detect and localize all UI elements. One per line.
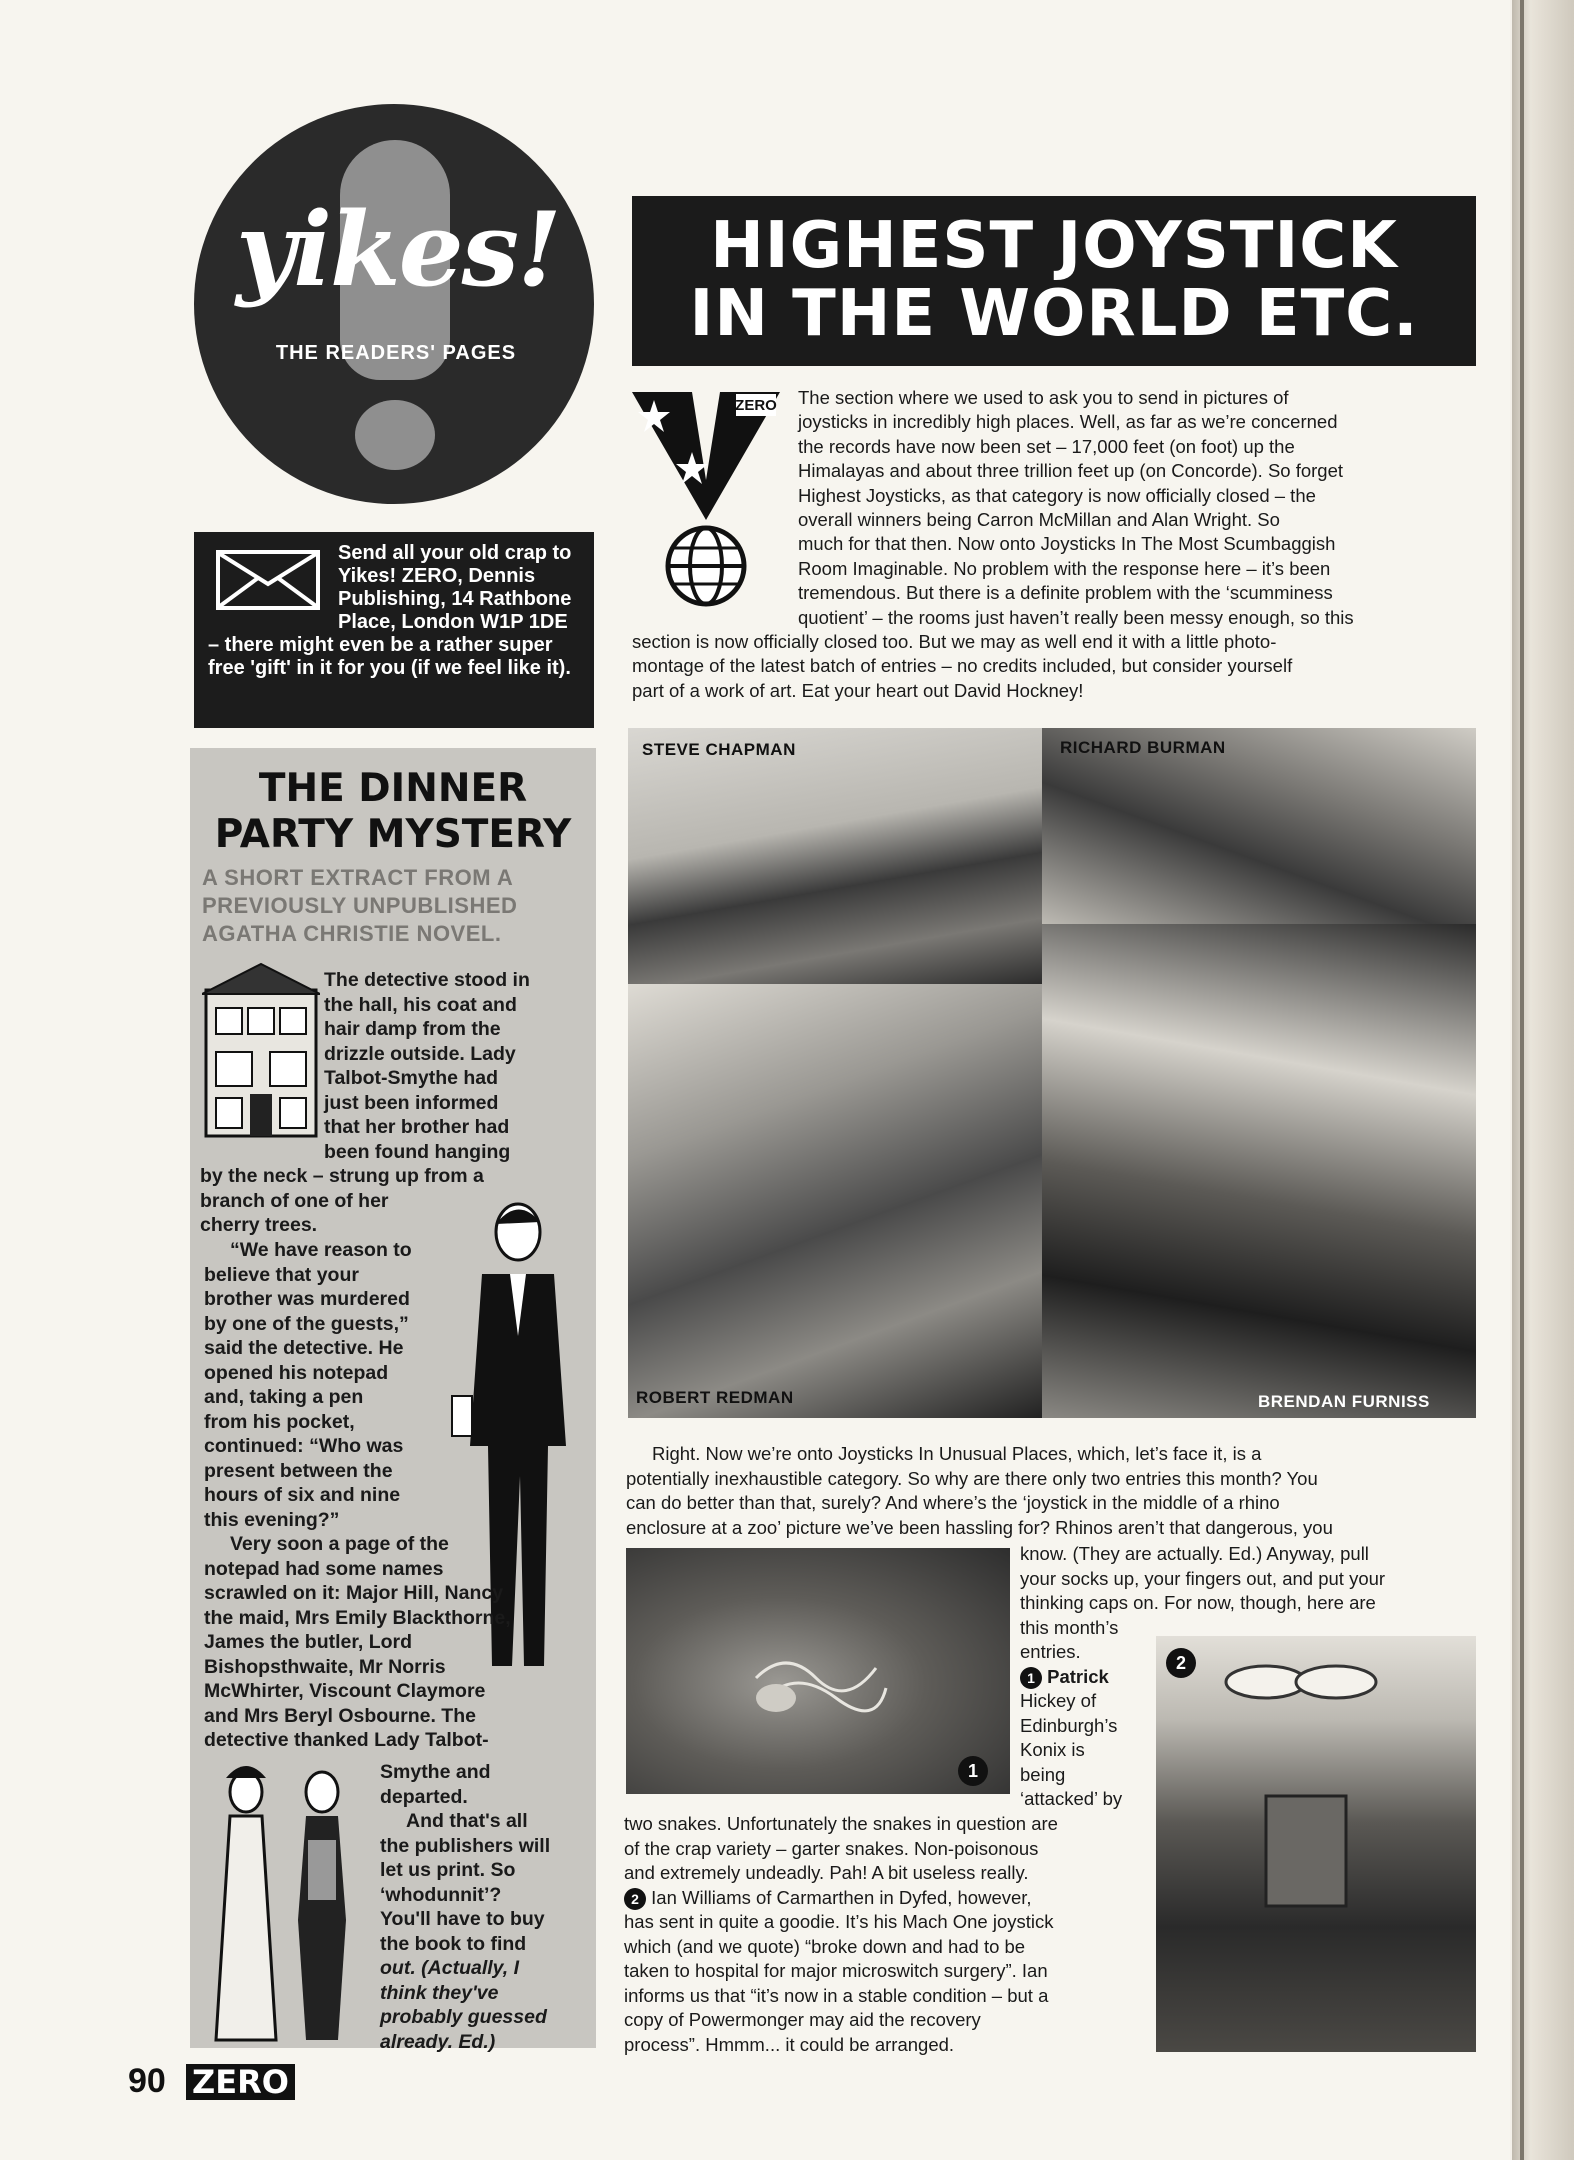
para2-line: and, taking a pen	[204, 1386, 364, 1408]
para4-line: think they've	[380, 1981, 499, 2004]
para1-rest-line: by the neck – strung up from a	[200, 1165, 484, 1187]
para1-line: just been informed	[324, 1091, 499, 1114]
medal-label: ZERO	[735, 397, 777, 414]
para4-line: the book to find	[380, 1932, 527, 1955]
unusual-bottom-line: of the crap variety – garter snakes. Non-poisonous	[624, 1837, 1039, 1859]
unusual-narrow-line: Konix is	[1020, 1739, 1085, 1760]
unusual-mid-line: know. (They are actually. Ed.) Anyway, pull	[1020, 1543, 1369, 1564]
para4-line: let us print. So	[380, 1859, 516, 1881]
zero-brand-logo: ZERO	[186, 2064, 295, 2100]
para2-line: present between the	[204, 1459, 393, 1482]
house-illustration	[202, 960, 320, 1140]
dinner-title-line1: THE DINNER	[258, 766, 528, 811]
envelope-icon	[216, 550, 320, 610]
photo-label-robert: ROBERT REDMAN	[636, 1388, 794, 1407]
unusual-narrow-line: being	[1020, 1763, 1066, 1785]
unusual-mid	[1020, 1542, 1478, 1640]
para2-line: believe that your	[204, 1263, 359, 1286]
intro-line: part of a work of art. Eat your heart out David Hockney!	[632, 679, 1084, 701]
intro-line: Highest Joysticks, as that category is now officially closed – the	[798, 484, 1316, 506]
para1-rest-line: branch of one of her	[200, 1189, 389, 1212]
para1-line: the hall, his coat and	[324, 993, 517, 1016]
surgery-lamps	[1156, 1636, 1476, 2052]
dinner-party-panel	[190, 748, 596, 2053]
unusual-bottom-line: has sent in quite a goodie. It’s his Mach One joystick	[624, 1911, 1054, 1932]
unusual-line: Right. Now we’re onto Joysticks In Unusual Places, which, let’s face it, is a	[652, 1443, 1262, 1464]
para3-line: James the butler, Lord	[204, 1631, 413, 1653]
para4-line: And that's all	[406, 1810, 528, 1832]
photo-badge-2: 2	[1166, 1648, 1196, 1678]
dinner-title-line2: PARTY MYSTERY	[214, 812, 572, 857]
exclamation-dot-icon	[355, 400, 435, 470]
para3-line: Very soon a page of the	[230, 1533, 449, 1555]
logo-subtitle: THE READERS' PAGES	[275, 342, 517, 364]
para2-line: said the detective. He	[204, 1337, 404, 1359]
unusual-narrow-line: ‘attacked’ by	[1020, 1788, 1123, 1809]
para3-line: Bishopsthwaite, Mr Norris	[204, 1655, 446, 1678]
para3-line: the maid, Mrs Emily Blackthorne,	[204, 1606, 511, 1629]
dinner-subtitle	[202, 864, 592, 948]
para2-line: by one of the guests,”	[204, 1312, 409, 1335]
dinner-title	[190, 766, 596, 858]
intro-line: tremendous. But there is a definite problem with the ‘scumminess	[798, 582, 1333, 604]
para4-line: You'll have to buy	[380, 1908, 545, 1930]
para4-line: ‘whodunnit’?	[380, 1883, 502, 1906]
unusual-bottom-line: taken to hospital for major microswitch surgery”. Ian	[624, 1960, 1048, 1981]
spine-edge	[1520, 0, 1524, 2160]
entry-number-1-icon: 1	[1020, 1667, 1042, 1689]
snake-shapes	[626, 1548, 1010, 1794]
unusual-mid-line: your socks up, your fingers out, and put your	[1020, 1567, 1386, 1589]
headline-banner	[632, 196, 1476, 366]
para1-rest-line: cherry trees.	[200, 1214, 318, 1236]
para4-line: out. (Actually, I	[380, 1957, 520, 1979]
send-address-text: Send all your old crap to Yikes! ZERO, Dennis Publishing, 14 Rathbone Place, London W1P 1DE – there might even be a rather super free 'gift' in it for you (if we feel like it).	[208, 542, 572, 679]
dinner-subtitle-line2: PREVIOUSLY UNPUBLISHED	[202, 893, 518, 918]
para1-line: The detective stood in	[324, 969, 530, 991]
unusual-narrow-line: Edinburgh’s	[1020, 1714, 1118, 1736]
intro-line: quotient’ – the rooms just haven’t really been messy enough, so this	[798, 606, 1354, 628]
intro-line: overall winners being Carron McMillan and Alan Wright. So	[798, 509, 1280, 531]
unusual-line: potentially inexhaustible category. So why are there only two entries this month? You	[626, 1467, 1318, 1489]
intro-line: The section where we used to ask you to send in pictures of	[798, 387, 1289, 408]
para3-line: notepad had some names	[204, 1557, 444, 1580]
dinner-para2	[204, 1238, 454, 1532]
para2-line: continued: “Who was	[204, 1435, 404, 1457]
intro-line: section is now officially closed too. But we may as well end it with a little photo-	[632, 631, 1277, 653]
unusual-line: can do better than that, surely? And where’s the ‘joystick in the middle of a rhino	[626, 1492, 1280, 1513]
para1-line: hair damp from the	[324, 1018, 501, 1040]
intro-line: the records have now been set – 17,000 feet (on foot) up the	[798, 435, 1295, 457]
send-address-box	[194, 532, 594, 728]
para3-line: McWhirter, Viscount Claymore	[204, 1680, 486, 1702]
unusual-bottom-line	[624, 1886, 1152, 1911]
para2-line: opened his notepad	[204, 1361, 389, 1384]
intro-line: Room Imaginable. No problem with the response here – it’s been	[798, 557, 1331, 579]
page-number: 90	[128, 2062, 166, 2100]
para2-line: brother was murdered	[204, 1288, 410, 1310]
entrant-name-2: Ian Williams of Carmarthen in Dyfed, however,	[651, 1886, 1032, 1908]
unusual-line: enclosure at a zoo’ picture we’ve been hassling for? Rhinos aren’t that dangerous, you	[626, 1516, 1333, 1538]
unusual-bottom-line: process”. Hmmm... it could be arranged.	[624, 2033, 955, 2055]
para3-line: detective thanked Lady Talbot-	[204, 1729, 489, 1751]
intro-text	[632, 386, 1478, 703]
para1-line: been found hanging	[324, 1140, 511, 1163]
photo-operating-theatre	[1156, 1636, 1476, 2052]
unusual-intro	[626, 1442, 1478, 1540]
dinner-para1	[324, 968, 594, 1164]
para4-line: departed.	[380, 1785, 468, 1808]
unusual-narrow-line	[1020, 1665, 1152, 1690]
dinner-para4	[380, 1760, 594, 2054]
para4-line: probably guessed	[380, 2006, 547, 2028]
photo-label-richard: RICHARD BURMAN	[1060, 738, 1226, 757]
para4-line: the publishers will	[380, 1834, 551, 1857]
photo-badge-1: 1	[958, 1756, 988, 1786]
photo-snakes-joystick	[626, 1548, 1010, 1794]
intro-line: much for that then. Now onto Joysticks In The Most Scumbaggish	[798, 533, 1336, 555]
entrant-name-1: Patrick	[1047, 1665, 1109, 1687]
dinner-para3	[204, 1532, 594, 1753]
unusual-bottom-line: and extremely undeadly. Pah! A bit useless really.	[624, 1862, 1029, 1883]
para2-line: hours of six and nine	[204, 1484, 401, 1506]
dinner-subtitle-line3: AGATHA CHRISTIE NOVEL.	[202, 921, 502, 946]
unusual-bottom-line: informs us that “it’s now in a stable condition – but a	[624, 1984, 1049, 2006]
para3-line: and Mrs Beryl Osbourne. The	[204, 1704, 476, 1727]
para3-line: scrawled on it: Major Hill, Nancy	[204, 1582, 504, 1604]
unusual-mid-line: thinking caps on. For now, though, here are	[1020, 1592, 1376, 1613]
para1-line: that her brother had	[324, 1116, 510, 1138]
yikes-logo-word: yikes!	[236, 190, 560, 310]
photo-label-brendan: BRENDAN FURNISS	[1258, 1392, 1430, 1411]
photo-messy-room-3	[628, 984, 1042, 1418]
photo-messy-room-4	[1042, 924, 1476, 1418]
intro-line: joysticks in incredibly high places. Well, as far as we’re concerned	[798, 411, 1338, 433]
unusual-bottom-line: two snakes. Unfortunately the snakes in question are	[624, 1813, 1058, 1834]
para2-line: from his pocket,	[204, 1410, 355, 1433]
intro-line: Himalayas and about three trillion feet up (on Concorde). So forget	[798, 460, 1344, 482]
entry-number-2-icon: 2	[624, 1888, 646, 1910]
para4-line: Smythe and	[380, 1761, 491, 1783]
dinner-subtitle-line1: A SHORT EXTRACT FROM A	[202, 865, 514, 890]
para1-line: drizzle outside. Lady	[324, 1042, 516, 1065]
para4-line: already. Ed.)	[380, 2030, 496, 2053]
photo-messy-room-1	[628, 728, 1042, 984]
photo-label-steve: STEVE CHAPMAN	[642, 740, 796, 759]
unusual-mid-line: this month’s	[1020, 1616, 1119, 1638]
unusual-narrow-line: Hickey of	[1020, 1690, 1097, 1711]
unusual-bottom-line: which (and we quote) “broke down and had to be	[624, 1935, 1026, 1957]
headline-line1: HIGHEST JOYSTICK	[710, 209, 1398, 283]
headline-line2: IN THE WORLD ETC.	[689, 277, 1419, 351]
unusual-bottom	[624, 1812, 1152, 2057]
unusual-narrow	[1020, 1640, 1152, 1812]
unusual-narrow-line: entries.	[1020, 1641, 1081, 1662]
unusual-bottom-line: copy of Powermonger may aid the recovery	[624, 2009, 981, 2030]
intro-line: montage of the latest batch of entries – no credits included, but consider yourself	[632, 655, 1293, 677]
para2-line: this evening?”	[204, 1508, 340, 1531]
para1-line: Talbot-Smythe had	[324, 1067, 499, 1089]
women-illustration	[196, 1760, 372, 2048]
para2-line: “We have reason to	[230, 1239, 412, 1261]
